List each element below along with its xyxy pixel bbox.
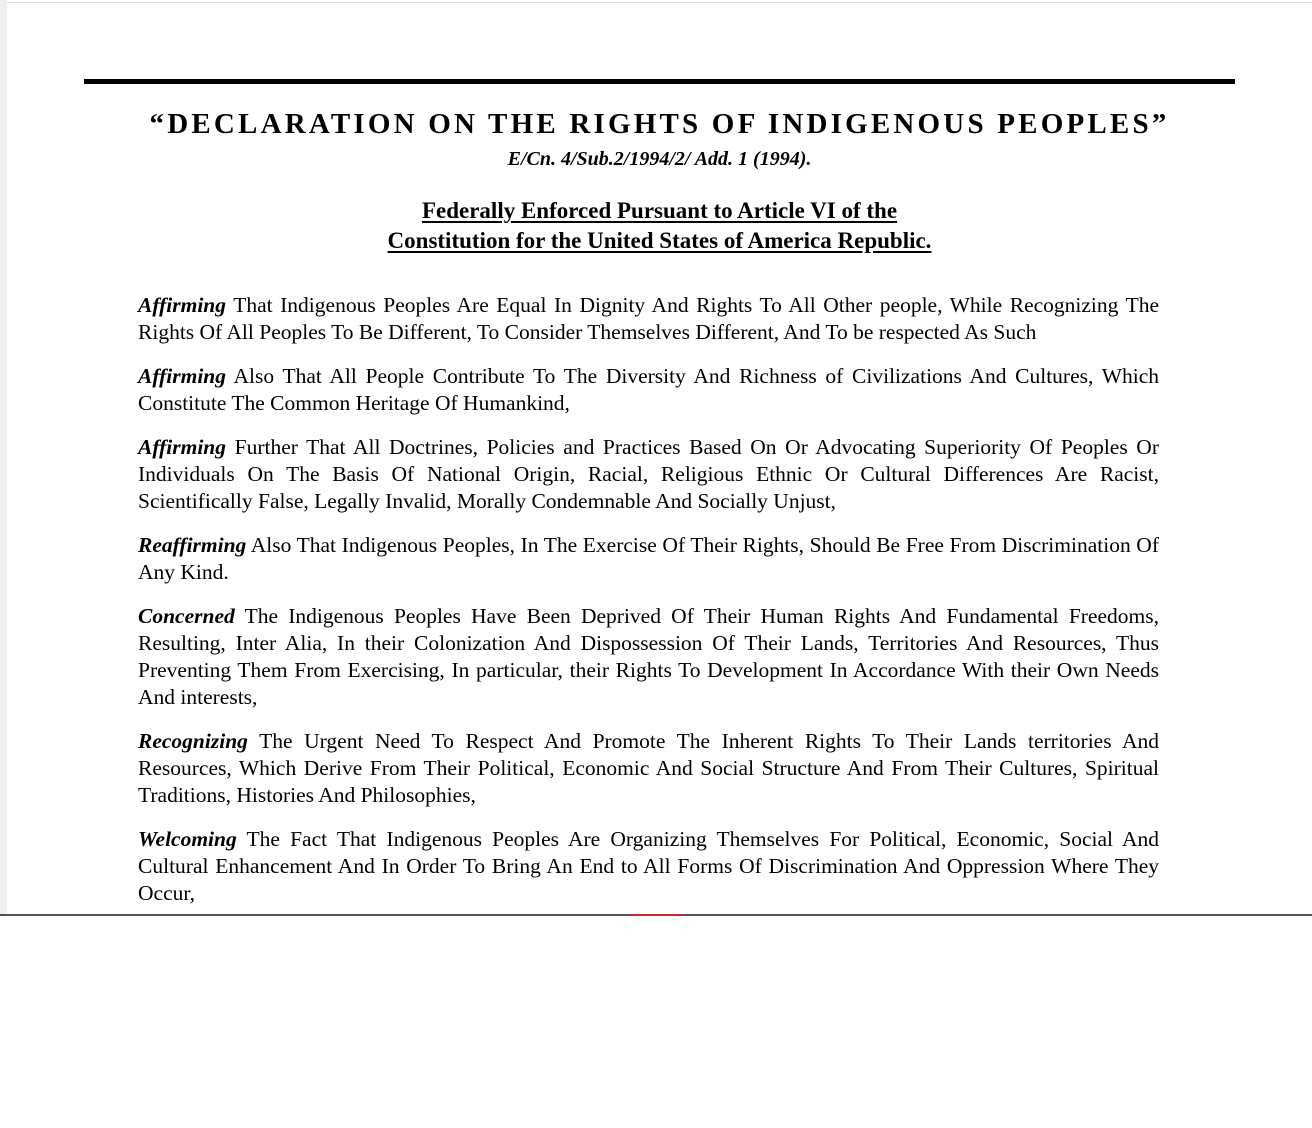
paragraph-welcoming	[138, 826, 1159, 907]
document-reference: E/Cn. 4/Sub.2/1994/2/ Add. 1 (1994).	[507, 148, 812, 170]
document-page[interactable]	[7, 3, 1312, 914]
document-subtitle	[7, 196, 1312, 256]
paragraph-lead: Concerned	[138, 604, 235, 628]
paragraph-text: Further That All Doctrines, Policies and Practices Based On Or Advocating Superiority Of Peoples Or Individuals On The Basis Of National Origin, Racial, Religious Ethnic Or Cultural Differences Are Racist, Scientifically False, Legally Invalid, Morally Condemnable And Socially Unjust,	[138, 435, 1159, 513]
paragraph-affirming-2	[138, 363, 1159, 417]
header-rule	[84, 79, 1235, 84]
paragraph-reaffirming	[138, 532, 1159, 586]
paragraph-text: That Indigenous Peoples Are Equal In Dignity And Rights To All Other people, While Recognizing The Rights Of All Peoples To Be Different, To Consider Themselves Different, And To be respected As Such	[138, 293, 1159, 344]
subtitle-line-2: Constitution for the United States of America Republic.	[387, 228, 932, 253]
document-title: “DECLARATION ON THE RIGHTS OF INDIGENOUS PEOPLES”	[149, 108, 1170, 140]
viewer-left-gutter	[0, 0, 7, 915]
paragraph-lead: Affirming	[138, 293, 227, 317]
document-body	[138, 292, 1159, 914]
paragraph-lead: Affirming	[138, 364, 227, 388]
paragraph-lead: Recognizing	[138, 729, 248, 753]
paragraph-lead: Welcoming	[138, 827, 237, 851]
paragraph-lead: Reaffirming	[138, 533, 247, 557]
subtitle-line-1: Federally Enforced Pursuant to Article VI of the	[421, 198, 898, 223]
paragraph-lead: Affirming	[138, 435, 227, 459]
paragraph-text: The Urgent Need To Respect And Promote The Inherent Rights To Their Lands territories And Resources, Which Derive From Their Political, Economic And Social Structure And From Their Cultures, Spiritual Traditions, Histories And Philosophies,	[138, 729, 1159, 807]
paragraph-concerned	[138, 603, 1159, 711]
page-bottom-border	[0, 914, 1312, 916]
paragraph-text: The Indigenous Peoples Have Been Deprived Of Their Human Rights And Fundamental Freedoms, Resulting, Inter Alia, In their Colonization And Dispossession Of Their Lands, Territories And Resources, Thus Preventing Them From Exercising, In particular, their Rights To Development In Accordance With their Own Needs And interests,	[138, 604, 1159, 709]
paragraph-affirming-3	[138, 434, 1159, 515]
paragraph-text: Also That Indigenous Peoples, In The Exercise Of Their Rights, Should Be Free From Discrimination Of Any Kind.	[138, 533, 1159, 584]
paragraph-recognizing	[138, 728, 1159, 809]
paragraph-text: Also That All People Contribute To The Diversity And Richness of Civilizations And Cultures, Which Constitute The Common Heritage Of Humankind,	[138, 364, 1159, 415]
page-bottom-accent	[630, 914, 682, 916]
paragraph-text: The Fact That Indigenous Peoples Are Organizing Themselves For Political, Economic, Social And Cultural Enhancement And In Order To Bring An End to All Forms Of Discrimination And Oppression Where They Occur,	[138, 827, 1159, 905]
paragraph-affirming-1	[138, 292, 1159, 346]
